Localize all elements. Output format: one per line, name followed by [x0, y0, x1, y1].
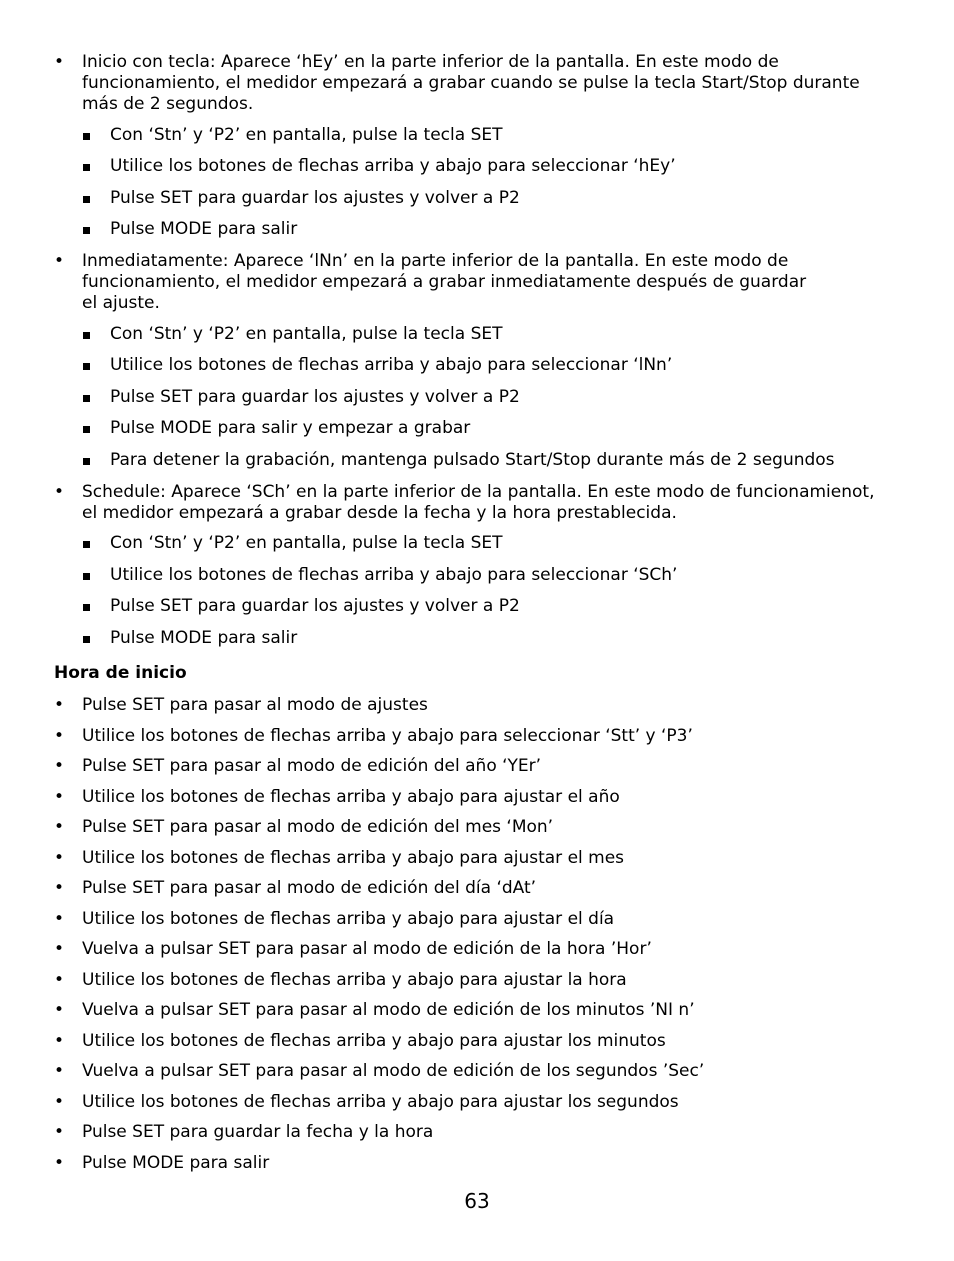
step-item: Utilice los botones de flechas arriba y abajo para ajustar el mes	[82, 848, 625, 868]
bullet-text-line: Inicio con tecla: Aparece ‘hEy’ en la parte inferior de la pantalla. En este modo de	[82, 52, 779, 72]
bullet-marker: •	[54, 848, 65, 868]
bullet-text-line: Inmediatamente: Aparece ‘lNn’ en la parte inferior de la pantalla. En este modo de	[82, 251, 789, 271]
square-bullet-icon	[83, 227, 90, 234]
sub-item: Pulse SET para guardar los ajustes y volver a P2	[110, 387, 520, 407]
sub-item: Utilice los botones de flechas arriba y abajo para seleccionar ‘lNn’	[110, 355, 673, 375]
bullet-marker: •	[54, 1031, 65, 1051]
sub-item: Con ‘Stn’ y ‘P2’ en pantalla, pulse la tecla SET	[110, 533, 503, 553]
square-bullet-icon	[83, 636, 90, 643]
bullet-marker: •	[54, 909, 65, 929]
step-item: Utilice los botones de flechas arriba y abajo para ajustar los segundos	[82, 1092, 679, 1112]
step-item: Utilice los botones de flechas arriba y abajo para ajustar la hora	[82, 970, 627, 990]
square-bullet-icon	[83, 395, 90, 402]
bullet-marker: •	[54, 970, 65, 990]
bullet-marker: •	[54, 1000, 65, 1020]
sub-item: Utilice los botones de flechas arriba y abajo para seleccionar ‘SCh’	[110, 565, 678, 585]
section-heading: Hora de inicio	[54, 663, 187, 683]
step-item: Utilice los botones de flechas arriba y abajo para ajustar el año	[82, 787, 620, 807]
bullet-text-line: Schedule: Aparece ‘SCh’ en la parte inferior de la pantalla. En este modo de funcionamienot,	[82, 482, 875, 502]
bullet-marker: •	[54, 1061, 65, 1081]
step-item: Pulse SET para pasar al modo de edición del año ‘YEr’	[82, 756, 542, 776]
step-item: Vuelva a pulsar SET para pasar al modo de edición de los segundos ’Sec’	[82, 1061, 705, 1081]
square-bullet-icon	[83, 164, 90, 171]
square-bullet-icon	[83, 426, 90, 433]
step-item: Pulse SET para pasar al modo de edición del día ‘dAt’	[82, 878, 537, 898]
bullet-text-line: funcionamiento, el medidor empezará a grabar cuando se pulse la tecla Start/Stop durante	[82, 73, 860, 93]
square-bullet-icon	[83, 363, 90, 370]
bullet-text-line: el medidor empezará a grabar desde la fecha y la hora prestablecida.	[82, 503, 677, 523]
page-number: 63	[464, 1189, 490, 1213]
bullet-marker: •	[54, 817, 65, 837]
step-item: Vuelva a pulsar SET para pasar al modo de edición de los minutos ’NI n’	[82, 1000, 695, 1020]
bullet-text-line: más de 2 segundos.	[82, 94, 254, 114]
bullet-marker: •	[54, 251, 65, 271]
bullet-marker: •	[54, 1153, 65, 1173]
bullet-marker: •	[54, 52, 65, 72]
square-bullet-icon	[83, 604, 90, 611]
sub-item: Pulse MODE para salir y empezar a grabar	[110, 418, 471, 438]
square-bullet-icon	[83, 573, 90, 580]
bullet-marker: •	[54, 756, 65, 776]
bullet-marker: •	[54, 787, 65, 807]
sub-item: Utilice los botones de flechas arriba y abajo para seleccionar ‘hEy’	[110, 156, 676, 176]
bullet-marker: •	[54, 878, 65, 898]
sub-item: Pulse MODE para salir	[110, 219, 298, 239]
square-bullet-icon	[83, 196, 90, 203]
step-item: Pulse SET para guardar la fecha y la hora	[82, 1122, 434, 1142]
step-item: Vuelva a pulsar SET para pasar al modo de edición de la hora ’Hor’	[82, 939, 652, 959]
bullet-text-line: el ajuste.	[82, 293, 160, 313]
step-item: Pulse SET para pasar al modo de ajustes	[82, 695, 428, 715]
step-item: Pulse MODE para salir	[82, 1153, 270, 1173]
step-item: Utilice los botones de flechas arriba y abajo para ajustar el día	[82, 909, 615, 929]
sub-item: Con ‘Stn’ y ‘P2’ en pantalla, pulse la tecla SET	[110, 125, 503, 145]
sub-item: Con ‘Stn’ y ‘P2’ en pantalla, pulse la tecla SET	[110, 324, 503, 344]
step-item: Utilice los botones de flechas arriba y abajo para ajustar los minutos	[82, 1031, 666, 1051]
square-bullet-icon	[83, 458, 90, 465]
square-bullet-icon	[83, 541, 90, 548]
sub-item: Para detener la grabación, mantenga pulsado Start/Stop durante más de 2 segundos	[110, 450, 835, 470]
bullet-marker: •	[54, 939, 65, 959]
bullet-marker: •	[54, 1092, 65, 1112]
bullet-marker: •	[54, 482, 65, 502]
step-item: Pulse SET para pasar al modo de edición del mes ‘Mon’	[82, 817, 554, 837]
bullet-marker: •	[54, 1122, 65, 1142]
sub-item: Pulse SET para guardar los ajustes y volver a P2	[110, 188, 520, 208]
square-bullet-icon	[83, 332, 90, 339]
sub-item: Pulse MODE para salir	[110, 628, 298, 648]
bullet-marker: •	[54, 726, 65, 746]
bullet-text-line: funcionamiento, el medidor empezará a grabar inmediatamente después de guardar	[82, 272, 807, 292]
sub-item: Pulse SET para guardar los ajustes y volver a P2	[110, 596, 520, 616]
square-bullet-icon	[83, 133, 90, 140]
step-item: Utilice los botones de flechas arriba y abajo para seleccionar ‘Stt’ y ‘P3’	[82, 726, 693, 746]
bullet-marker: •	[54, 695, 65, 715]
